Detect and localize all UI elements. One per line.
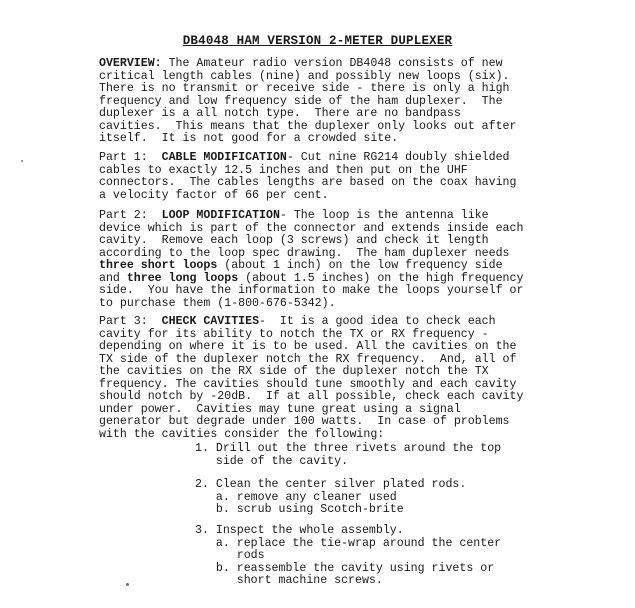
step-line: short machine screws. [195, 574, 383, 587]
part2-line: side. You have the information to make the loops yourself or [99, 284, 524, 297]
part3-line: generator but degrade under 100 watts. In case of problems [99, 415, 510, 428]
part3-line: frequency. The cavities should tune smoothly and each cavity [99, 377, 517, 391]
part3-line: under power. Cavities may tune great using a signal [99, 402, 461, 416]
part3-line: with the cavities consider the following: [99, 427, 385, 441]
part1-line: connectors. The cables lengths are based on the coax having [99, 176, 517, 189]
part2-line: and [99, 271, 127, 285]
part2-line: (about 1 inch) on the low frequency side [217, 259, 503, 272]
part3-line: TX side of the duplexer notch the RX frequency. And, all of [99, 352, 517, 366]
overview-line: cavities. This means that the duplexer only looks out after [99, 119, 517, 133]
document-title: DB4048 HAM VERSION 2-METER DUPLEXER [182, 34, 453, 48]
step-line: 1. Drill out the three rivets around the top [195, 442, 502, 455]
part3-line: - It is a good idea to check each [259, 315, 496, 328]
part3-line: the cavities on the RX side of the duplexer notch the TX [99, 365, 489, 378]
part1-heading: CABLE MODIFICATION [161, 151, 287, 164]
short-loops-emphasis: three short loops [99, 259, 218, 272]
part2-prefix: Part 2: [99, 209, 162, 222]
overview-line: The Amateur radio version DB4048 consists of new [161, 57, 503, 70]
overview-section [99, 58, 539, 146]
step-line: 2. Clean the center silver plated rods. [195, 478, 467, 491]
part3-heading: CHECK CAVITIES [161, 315, 260, 328]
step-line: a. remove any cleaner used [195, 490, 397, 504]
part3-section [99, 316, 539, 441]
part2-line: cavity. Remove each loop (3 screws) and check it length [99, 234, 489, 247]
part3-line: cavity for its ability to notch the TX or RX frequency - [99, 327, 489, 341]
step-line: 3. Inspect the whole assembly. [195, 524, 404, 537]
part3-line: should notch by -20dB. If at all possible, check each cavity [99, 390, 524, 403]
part2-line: device which is part of the connector and extends inside each [99, 221, 524, 235]
part2-line: - The loop is the antenna like [279, 209, 489, 222]
step-1 [195, 443, 525, 468]
overview-line: frequency and low frequency side of the ham duplexer. The [99, 94, 503, 108]
long-loops-emphasis: three long loops [126, 271, 239, 285]
part2-line: according to the loop spec drawing. The ham duplexer needs [99, 246, 510, 260]
part3-line: depending on where it is to be used. All the cavities on the [99, 340, 517, 353]
scan-speck [21, 160, 23, 162]
scan-speck [126, 583, 129, 586]
part2-line: (about 1.5 inches) on the high frequency [238, 271, 524, 285]
part1-section [99, 152, 539, 202]
step-line: rods [195, 549, 265, 562]
overview-label: OVERVIEW: [99, 57, 162, 70]
part2-heading: LOOP MODIFICATION [161, 209, 280, 222]
step-line: b. reassemble the cavity using rivets or [195, 561, 495, 575]
part1-line: - Cut nine RG214 doubly shielded [286, 151, 510, 164]
part2-section [99, 210, 539, 310]
part1-prefix: Part 1: [99, 151, 162, 164]
step-line: b. scrub using Scotch-brite [195, 503, 404, 516]
step-line: a. replace the tie-wrap around the center [195, 536, 502, 550]
part2-line: to purchase them (1-800-676-5342). [99, 296, 336, 310]
overview-line: critical length cables (nine) and possibly new loops (six). [99, 69, 510, 83]
step-line: side of the cavity. [195, 454, 349, 468]
overview-line: duplexer is a all notch type. There are no bandpass [99, 107, 461, 120]
part1-line: cables to exactly 12.5 inches and then put on the UHF [99, 163, 468, 177]
part3-prefix: Part 3: [99, 315, 162, 328]
overview-line: There is no transmit or receive side - there is only a high [99, 82, 510, 95]
part1-line: a velocity factor of 66 per cent. [99, 188, 329, 202]
step-2 [195, 479, 525, 517]
overview-line: itself. It is not good for a crowded site. [99, 132, 399, 145]
step-3 [195, 525, 525, 588]
